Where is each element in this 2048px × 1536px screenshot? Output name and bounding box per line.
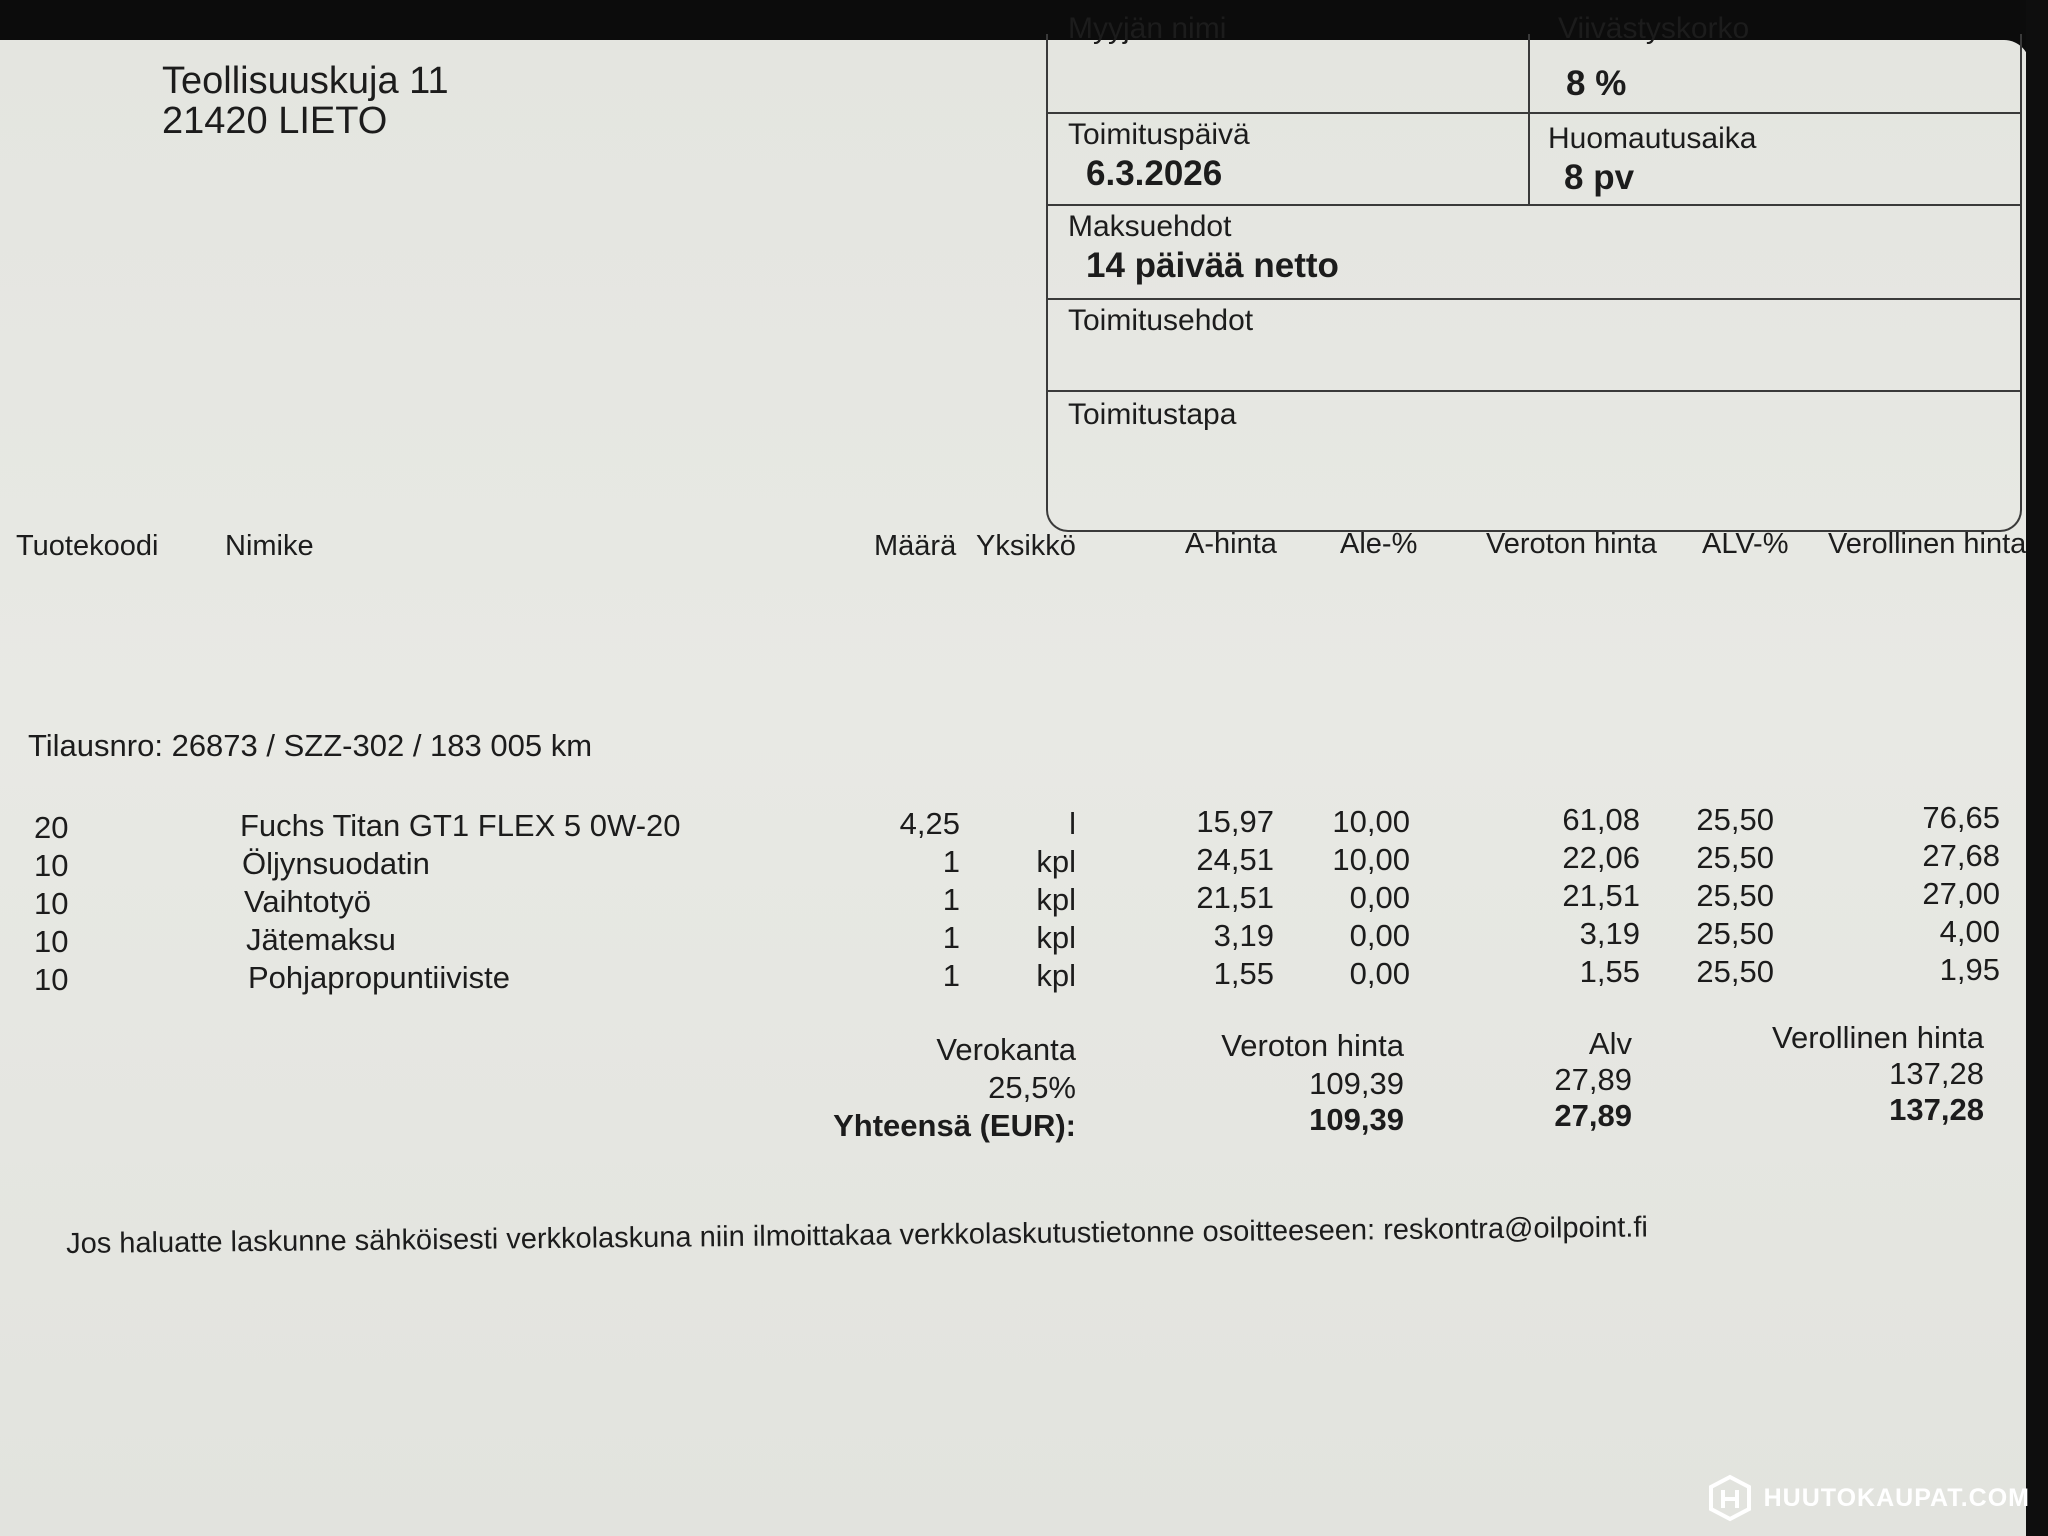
row-vat-pct: 25,50 xyxy=(1696,878,1774,913)
delivery-method-label: Toimitustapa xyxy=(1068,398,1237,431)
row-unit: kpl xyxy=(1036,958,1076,993)
row-unit-price: 1,55 xyxy=(1213,956,1274,991)
row-unit: kpl xyxy=(1036,920,1076,955)
row-gross: 76,65 xyxy=(1922,800,2000,835)
totals-gross-label: Verollinen hinta xyxy=(1772,1020,1984,1055)
watermark-text: HUUTOKAUPAT.COM xyxy=(1763,1483,2030,1512)
row-vat-pct: 25,50 xyxy=(1696,840,1774,875)
notice-period-label: Huomautusaika xyxy=(1548,122,1757,155)
row-qty: 1 xyxy=(942,920,960,955)
address-postal-city: 21420 LIETO xyxy=(162,100,388,142)
row-name: Pohjapropuntiiviste xyxy=(248,960,510,995)
row-code: 20 xyxy=(34,810,69,845)
delivery-date-value: 6.3.2026 xyxy=(1086,154,1223,193)
notice-period-value: 8 pv xyxy=(1564,158,1635,197)
row-net: 22,06 xyxy=(1562,840,1640,875)
totals-tax-rate-label: Verokanta xyxy=(936,1032,1076,1067)
col-header-vat-pct: ALV-% xyxy=(1702,528,1789,560)
cube-logo-icon xyxy=(1706,1474,1754,1522)
col-header-unit-price: A-hinta xyxy=(1185,528,1277,560)
site-watermark xyxy=(1706,1472,2030,1524)
row-discount: 10,00 xyxy=(1332,804,1410,839)
row-net: 1,55 xyxy=(1579,954,1640,989)
totals-vat: 27,89 xyxy=(1554,1062,1632,1097)
payment-terms-value: 14 päivää netto xyxy=(1086,246,1339,285)
invoice-info-box xyxy=(1046,12,2022,532)
row-qty: 1 xyxy=(942,958,960,993)
interest-label: Viivästyskorko xyxy=(1558,12,1750,45)
totals-gross: 137,28 xyxy=(1889,1056,1984,1091)
row-discount: 0,00 xyxy=(1349,956,1410,991)
interest-value: 8 % xyxy=(1566,64,1627,103)
row-name: Öljynsuodatin xyxy=(242,846,430,881)
row-name: Vaihtotyö xyxy=(244,884,371,919)
col-header-name: Nimike xyxy=(225,530,314,562)
row-unit: kpl xyxy=(1036,844,1076,879)
row-qty: 1 xyxy=(942,882,960,917)
grand-total-vat: 27,89 xyxy=(1554,1098,1632,1133)
row-net: 21,51 xyxy=(1562,878,1640,913)
order-reference: Tilausnro: 26873 / SZZ-302 / 183 005 km xyxy=(28,728,593,763)
row-vat-pct: 25,50 xyxy=(1696,954,1774,989)
e-invoice-note: Jos haluatte laskunne sähköisesti verkkolaskuna niin ilmoittakaa verkkolaskutustietonne osoitteeseen: reskontra@oilpoint.fi xyxy=(65,1211,1649,1260)
row-unit-price: 21,51 xyxy=(1196,880,1274,915)
row-unit-price: 15,97 xyxy=(1196,804,1274,839)
row-gross: 27,68 xyxy=(1922,838,2000,873)
row-vat-pct: 25,50 xyxy=(1696,802,1774,837)
row-code: 10 xyxy=(34,848,69,883)
invoice-page xyxy=(0,12,2030,1536)
row-gross: 1,95 xyxy=(1939,952,2000,987)
row-qty: 4,25 xyxy=(899,806,960,841)
row-unit-price: 24,51 xyxy=(1196,842,1274,877)
delivery-date-label: Toimituspäivä xyxy=(1068,118,1250,151)
row-discount: 0,00 xyxy=(1349,880,1410,915)
delivery-terms-label: Toimitusehdot xyxy=(1068,304,1254,337)
grand-total-gross: 137,28 xyxy=(1889,1092,1984,1127)
grand-total-label: Yhteensä (EUR): xyxy=(833,1108,1076,1143)
row-unit: l xyxy=(1069,806,1076,841)
totals-net-label: Veroton hinta xyxy=(1221,1028,1404,1063)
row-discount: 10,00 xyxy=(1332,842,1410,877)
payment-terms-label: Maksuehdot xyxy=(1068,210,1232,243)
row-net: 3,19 xyxy=(1579,916,1640,951)
col-header-qty: Määrä xyxy=(874,530,957,562)
row-name: Fuchs Titan GT1 FLEX 5 0W-20 xyxy=(240,808,681,843)
row-unit: kpl xyxy=(1036,882,1076,917)
row-name: Jätemaksu xyxy=(246,922,396,957)
totals-net: 109,39 xyxy=(1309,1066,1404,1101)
col-header-code: Tuotekoodi xyxy=(16,530,159,562)
monitor-right-bezel xyxy=(2026,0,2048,1536)
grand-total-net: 109,39 xyxy=(1309,1102,1404,1137)
address-street: Teollisuuskuja 11 xyxy=(162,60,449,102)
row-qty: 1 xyxy=(942,844,960,879)
row-code: 10 xyxy=(34,924,69,959)
row-gross: 4,00 xyxy=(1939,914,2000,949)
row-gross: 27,00 xyxy=(1922,876,2000,911)
row-code: 10 xyxy=(34,886,69,921)
row-unit-price: 3,19 xyxy=(1213,918,1274,953)
totals-vat-label: Alv xyxy=(1588,1026,1632,1061)
col-header-gross: Verollinen hinta xyxy=(1828,528,2027,560)
row-net: 61,08 xyxy=(1562,802,1640,837)
col-header-unit: Yksikkö xyxy=(976,530,1076,562)
row-vat-pct: 25,50 xyxy=(1696,916,1774,951)
col-header-discount: Ale-% xyxy=(1340,528,1418,560)
row-discount: 0,00 xyxy=(1349,918,1410,953)
row-code: 10 xyxy=(34,962,69,997)
col-header-net: Veroton hinta xyxy=(1486,528,1657,560)
totals-tax-rate: 25,5% xyxy=(988,1070,1076,1105)
seller-name-label: Myyjän nimi xyxy=(1068,12,1227,45)
